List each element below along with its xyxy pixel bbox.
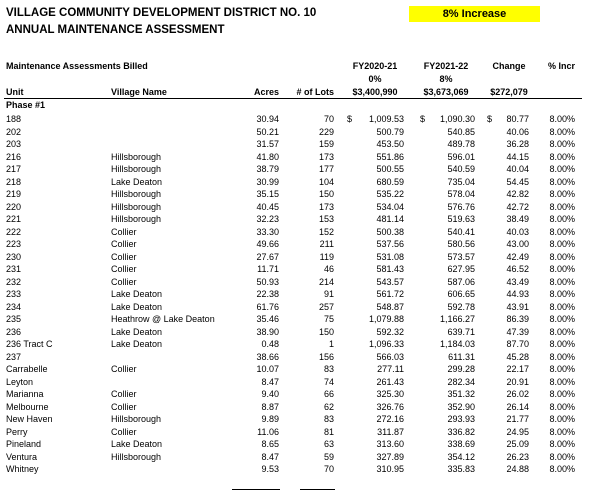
fy2020-cell: 500.55 — [376, 164, 404, 174]
lots-cell: 46 — [323, 264, 334, 274]
fy2020-cell: 313.60 — [376, 439, 404, 449]
fy2021-cell: 489.78 — [447, 139, 475, 149]
table-row — [0, 251, 612, 264]
table-row — [0, 238, 612, 251]
acres-cell: 35.15 — [256, 189, 279, 199]
table-row — [0, 451, 612, 464]
change-cell: 24.95 — [506, 426, 529, 437]
lots-cell: 63 — [323, 439, 334, 449]
fy2020-cell: 500.38 — [376, 226, 404, 237]
unit-cell: Pineland — [6, 439, 42, 449]
table-row — [0, 413, 612, 426]
pct-incr-cell: 8.00% — [549, 414, 575, 424]
pct-incr-cell: 8.00% — [549, 226, 575, 237]
fy2020-cell: 481.14 — [376, 214, 404, 224]
pct-incr-cell: 8.00% — [549, 364, 575, 374]
pct-incr-cell: 8.00% — [549, 201, 575, 212]
fy2020-pct: 0% — [368, 74, 382, 84]
lots-cell: 66 — [323, 389, 334, 399]
change-cell: 43.00 — [506, 239, 529, 249]
change-cell: 43.49 — [506, 276, 529, 287]
fy2021-cell: 335.83 — [447, 464, 475, 474]
pct-incr-cell: 8.00% — [549, 301, 575, 312]
fy2021-cell: 1,184.03 — [439, 339, 475, 349]
lots-cell: 83 — [323, 414, 334, 424]
fy2021-header: FY2021-22 — [423, 61, 469, 71]
change-cell: 20.91 — [506, 376, 529, 387]
document-subtitle: ANNUAL MAINTENANCE ASSESSMENT — [6, 24, 225, 36]
pct-incr-cell: 8.00% — [549, 139, 575, 149]
pct-incr-cell: 8.00% — [549, 126, 575, 137]
table-row — [0, 213, 612, 226]
pct-incr-cell: 8.00% — [549, 289, 575, 299]
pct-incr-cell: 8.00% — [549, 451, 575, 462]
phase-label: Phase #1 — [6, 100, 46, 110]
lots-cell: 62 — [323, 401, 334, 412]
change-cell: 45.28 — [506, 351, 529, 362]
fy2020-cell: 537.56 — [376, 239, 404, 249]
pct-incr-cell: 8.00% — [549, 251, 575, 262]
fy2020-cell: 500.79 — [376, 126, 404, 137]
fy2021-cell: 1,090.30 — [439, 114, 475, 124]
village-name-cell: Heathrow @ Lake Deaton — [111, 314, 215, 324]
fy2020-cell: 1,079.88 — [368, 314, 404, 324]
change-cell: 26.02 — [506, 389, 529, 399]
pct-incr-cell: 8.00% — [549, 114, 575, 124]
change-cell: 40.04 — [506, 164, 529, 174]
acres-header: Acres — [253, 87, 279, 97]
fy2021-cell: 578.04 — [447, 189, 475, 199]
village-name-cell: Collier — [111, 264, 137, 274]
unit-cell: 233 — [6, 289, 22, 299]
table-row — [0, 313, 612, 326]
fy2021-cell: 354.12 — [447, 451, 475, 462]
acres-cell: 40.45 — [256, 201, 279, 212]
unit-cell: 221 — [6, 214, 22, 224]
fy2020-cell: 534.04 — [376, 201, 404, 212]
acres-cell: 30.94 — [256, 114, 279, 124]
change-cell: 22.17 — [506, 364, 529, 374]
lots-cell: 159 — [318, 139, 334, 149]
increase-badge: 8% Increase — [409, 6, 540, 22]
lots-cell: 156 — [318, 351, 334, 362]
unit-cell: 219 — [6, 189, 22, 199]
change-cell: 42.72 — [506, 201, 529, 212]
fy2020-cell: 261.43 — [376, 376, 404, 387]
currency-symbol: $ — [487, 114, 493, 124]
unit-cell: Marianna — [6, 389, 44, 399]
change-cell: 47.39 — [506, 326, 529, 337]
lots-cell: 177 — [318, 164, 334, 174]
acres-total-rule — [232, 489, 280, 490]
acres-cell: 27.67 — [256, 251, 279, 262]
change-cell: 86.39 — [506, 314, 529, 324]
lots-total-rule — [300, 489, 335, 490]
unit-cell: Leyton — [6, 376, 34, 387]
fy2021-cell: 580.56 — [447, 239, 475, 249]
fy2020-cell: 1,096.33 — [368, 339, 404, 349]
pct-incr-cell: 8.00% — [549, 151, 575, 162]
fy2020-cell: 531.08 — [376, 251, 404, 262]
fy2021-cell: 627.95 — [447, 264, 475, 274]
fy2020-cell: 310.95 — [376, 464, 404, 474]
pct-incr-cell: 8.00% — [549, 439, 575, 449]
village-name-cell: Hillsborough — [111, 201, 162, 212]
fy2020-cell: 277.11 — [377, 364, 404, 374]
fy2020-cell: 1,009.53 — [368, 114, 404, 124]
unit-cell: 236 Tract C — [6, 339, 53, 349]
change-cell: 43.91 — [506, 301, 529, 312]
village-name-cell: Collier — [111, 364, 137, 374]
fy2021-total: $3,673,069 — [423, 87, 469, 97]
table-row — [0, 126, 612, 139]
acres-cell: 41.80 — [256, 151, 279, 162]
acres-cell: 31.57 — [256, 139, 279, 149]
unit-cell: 230 — [6, 251, 22, 262]
fy2020-cell: 326.76 — [376, 401, 404, 412]
lots-cell: 173 — [318, 151, 334, 162]
lots-cell: 211 — [319, 239, 334, 249]
acres-cell: 50.21 — [256, 126, 279, 137]
table-row — [0, 226, 612, 239]
acres-cell: 9.53 — [261, 464, 279, 474]
village-name-cell: Collier — [111, 276, 137, 287]
acres-cell: 11.06 — [257, 426, 279, 437]
table-row — [0, 201, 612, 214]
fy2021-cell: 282.34 — [447, 376, 475, 387]
lots-cell: 150 — [318, 189, 334, 199]
fy2021-cell: 338.69 — [447, 439, 475, 449]
table-row — [0, 351, 612, 364]
lots-cell: 257 — [318, 301, 334, 312]
change-cell: 26.23 — [506, 451, 529, 462]
fy2020-cell: 325.30 — [376, 389, 404, 399]
unit-cell: 231 — [6, 264, 22, 274]
lots-cell: 70 — [323, 114, 334, 124]
fy2021-cell: 336.82 — [447, 426, 475, 437]
unit-cell: 220 — [6, 201, 22, 212]
village-name-cell: Collier — [111, 226, 137, 237]
fy2021-cell: 639.71 — [447, 326, 475, 337]
village-name-cell: Lake Deaton — [111, 326, 163, 337]
unit-cell: 232 — [6, 276, 22, 287]
fy2021-cell: 299.28 — [447, 364, 475, 374]
acres-cell: 8.47 — [261, 376, 279, 387]
change-cell: 80.77 — [506, 114, 529, 124]
assessment-table — [0, 113, 612, 476]
document-title: VILLAGE COMMUNITY DEVELOPMENT DISTRICT NO. 10 — [6, 7, 317, 19]
lots-cell: 81 — [323, 426, 334, 437]
unit-cell: New Haven — [6, 414, 53, 424]
table-row — [0, 463, 612, 476]
village-name-cell: Hillsborough — [111, 214, 162, 224]
fy2021-cell: 587.06 — [447, 276, 475, 287]
unit-cell: 218 — [6, 176, 22, 187]
fy2020-cell: 272.16 — [376, 414, 404, 424]
change-cell: 46.52 — [506, 264, 529, 274]
fy2021-cell: 352.90 — [447, 401, 475, 412]
table-row — [0, 138, 612, 151]
acres-cell: 38.79 — [256, 164, 279, 174]
lots-cell: 1 — [328, 339, 334, 349]
village-name-cell: Hillsborough — [111, 189, 162, 199]
fy2020-cell: 453.50 — [376, 139, 404, 149]
lots-header: # of Lots — [296, 87, 334, 97]
acres-cell: 9.89 — [261, 414, 279, 424]
fy2021-cell: 596.01 — [447, 151, 475, 162]
fy2020-header: FY2020-21 — [352, 61, 398, 71]
village-name-cell: Hillsborough — [111, 151, 162, 162]
village-name-cell: Lake Deaton — [111, 439, 163, 449]
village-name-cell: Lake Deaton — [111, 301, 163, 312]
acres-cell: 30.99 — [256, 176, 279, 187]
change-cell: 40.06 — [506, 126, 529, 137]
change-cell: 54.45 — [506, 176, 529, 187]
lots-cell: 104 — [318, 176, 334, 187]
unit-cell: 202 — [6, 126, 22, 137]
lots-cell: 75 — [323, 314, 334, 324]
unit-cell: 222 — [6, 226, 22, 237]
fy2020-cell: 551.86 — [376, 151, 404, 162]
fy2020-cell: 581.43 — [376, 264, 404, 274]
lots-cell: 59 — [323, 451, 334, 462]
unit-cell: 236 — [6, 326, 22, 337]
acres-cell: 0.48 — [261, 339, 279, 349]
lots-cell: 83 — [323, 364, 334, 374]
fy2021-cell: 606.65 — [447, 289, 475, 299]
table-row — [0, 376, 612, 389]
table-row — [0, 438, 612, 451]
village-name-cell: Collier — [111, 389, 137, 399]
pct-incr-cell: 8.00% — [549, 401, 575, 412]
village-name-cell: Hillsborough — [111, 164, 162, 174]
fy2021-cell: 351.32 — [447, 389, 475, 399]
acres-cell: 35.46 — [256, 314, 279, 324]
fy2020-cell: 680.59 — [376, 176, 404, 187]
fy2020-cell: 535.22 — [376, 189, 404, 199]
pct-incr-cell: 8.00% — [549, 264, 575, 274]
fy2021-pct: 8% — [439, 74, 453, 84]
fy2021-cell: 540.85 — [447, 126, 475, 137]
fy2021-cell: 519.63 — [447, 214, 475, 224]
unit-cell: 216 — [6, 151, 22, 162]
fy2021-cell: 735.04 — [447, 176, 475, 187]
currency-symbol: $ — [420, 114, 426, 124]
change-cell: 26.14 — [506, 401, 529, 412]
village-name-cell: Collier — [111, 426, 137, 437]
change-cell: 25.09 — [506, 439, 529, 449]
village-name-cell: Hillsborough — [111, 451, 162, 462]
table-row — [0, 338, 612, 351]
fy2021-cell: 540.41 — [447, 226, 475, 237]
acres-cell: 22.38 — [256, 289, 279, 299]
pct-incr-cell: 8.00% — [549, 176, 575, 187]
acres-cell: 9.40 — [261, 389, 279, 399]
acres-cell: 61.76 — [256, 301, 279, 312]
change-cell: 38.49 — [506, 214, 529, 224]
acres-cell: 50.93 — [256, 276, 279, 287]
unit-cell: 235 — [6, 314, 22, 324]
lots-cell: 152 — [318, 226, 334, 237]
fy2020-total: $3,400,990 — [352, 87, 398, 97]
lots-cell: 173 — [318, 201, 334, 212]
fy2020-cell: 566.03 — [376, 351, 404, 362]
acres-cell: 38.66 — [256, 351, 279, 362]
table-row — [0, 176, 612, 189]
village-name-header: Village Name — [111, 87, 167, 97]
fy2021-cell: 592.78 — [447, 301, 475, 312]
table-row — [0, 401, 612, 414]
change-total: $272,079 — [490, 87, 528, 97]
pct-incr-cell: 8.00% — [549, 276, 575, 287]
village-name-cell: Hillsborough — [111, 414, 162, 424]
village-name-cell: Lake Deaton — [111, 339, 163, 349]
acres-cell: 10.07 — [256, 364, 279, 374]
table-row — [0, 388, 612, 401]
unit-cell: Melbourne — [6, 401, 49, 412]
change-cell: 42.49 — [506, 251, 529, 262]
table-row — [0, 301, 612, 314]
table-row — [0, 426, 612, 439]
pct-incr-header: % Incr — [547, 61, 575, 71]
lots-cell: 229 — [318, 126, 334, 137]
fy2020-cell: 327.89 — [376, 451, 404, 462]
change-cell: 44.15 — [506, 151, 529, 162]
fy2020-cell: 311.87 — [377, 426, 404, 437]
unit-cell: Ventura — [6, 451, 38, 462]
pct-incr-cell: 8.00% — [549, 326, 575, 337]
fy2021-cell: 293.93 — [447, 414, 475, 424]
unit-cell: Perry — [6, 426, 28, 437]
lots-cell: 70 — [323, 464, 334, 474]
lots-cell: 119 — [319, 251, 334, 262]
fy2020-cell: 548.87 — [376, 301, 404, 312]
acres-cell: 8.47 — [261, 451, 279, 462]
unit-cell: 223 — [6, 239, 22, 249]
village-name-cell: Collier — [111, 401, 137, 412]
lots-cell: 74 — [323, 376, 334, 387]
acres-cell: 33.30 — [256, 226, 279, 237]
pct-incr-cell: 8.00% — [549, 389, 575, 399]
change-cell: 24.88 — [506, 464, 529, 474]
change-cell: 36.28 — [506, 139, 529, 149]
fy2021-cell: 540.59 — [447, 164, 475, 174]
pct-incr-cell: 8.00% — [549, 376, 575, 387]
village-name-cell: Lake Deaton — [111, 289, 163, 299]
unit-cell: 217 — [6, 164, 22, 174]
pct-incr-cell: 8.00% — [549, 339, 575, 349]
acres-cell: 11.71 — [257, 264, 279, 274]
table-row — [0, 163, 612, 176]
pct-incr-cell: 8.00% — [549, 426, 575, 437]
village-name-cell: Lake Deaton — [111, 176, 163, 187]
acres-cell: 8.65 — [261, 439, 279, 449]
fy2021-cell: 611.31 — [448, 351, 475, 362]
village-name-cell: Collier — [111, 239, 137, 249]
unit-header: Unit — [6, 87, 24, 97]
village-name-cell: Collier — [111, 251, 137, 262]
pct-incr-cell: 8.00% — [549, 214, 575, 224]
acres-cell: 38.90 — [256, 326, 279, 337]
lots-cell: 150 — [318, 326, 334, 337]
pct-incr-cell: 8.00% — [549, 464, 575, 474]
lots-cell: 153 — [318, 214, 334, 224]
change-cell: 87.70 — [506, 339, 529, 349]
table-row — [0, 288, 612, 301]
table-row — [0, 263, 612, 276]
acres-cell: 8.87 — [261, 401, 279, 412]
unit-cell: 203 — [6, 139, 22, 149]
change-header: Change — [492, 61, 526, 71]
table-row — [0, 363, 612, 376]
unit-cell: 237 — [6, 351, 22, 362]
unit-cell: Whitney — [6, 464, 39, 474]
currency-symbol: $ — [347, 114, 353, 124]
pct-incr-cell: 8.00% — [549, 189, 575, 199]
lots-cell: 214 — [318, 276, 334, 287]
table-row — [0, 326, 612, 339]
fy2020-cell: 592.32 — [376, 326, 404, 337]
table-row — [0, 276, 612, 289]
fy2021-cell: 576.76 — [447, 201, 475, 212]
change-cell: 21.77 — [506, 414, 529, 424]
unit-cell: 234 — [6, 301, 22, 312]
change-cell: 42.82 — [506, 189, 529, 199]
unit-cell: Carrabelle — [6, 364, 48, 374]
fy2020-cell: 561.72 — [376, 289, 404, 299]
table-row — [0, 151, 612, 164]
header-rule — [4, 98, 582, 99]
fy2021-cell: 1,166.27 — [439, 314, 475, 324]
table-row — [0, 188, 612, 201]
pct-incr-cell: 8.00% — [549, 351, 575, 362]
change-cell: 44.93 — [506, 289, 529, 299]
lots-cell: 91 — [323, 289, 334, 299]
pct-incr-cell: 8.00% — [549, 239, 575, 249]
fy2021-cell: 573.57 — [447, 251, 475, 262]
acres-cell: 49.66 — [256, 239, 279, 249]
fy2020-cell: 543.57 — [376, 276, 404, 287]
change-cell: 40.03 — [506, 226, 529, 237]
unit-cell: 188 — [6, 114, 22, 124]
pct-incr-cell: 8.00% — [549, 314, 575, 324]
section-label: Maintenance Assessments Billed — [6, 61, 148, 71]
pct-incr-cell: 8.00% — [549, 164, 575, 174]
table-row — [0, 113, 612, 126]
acres-cell: 32.23 — [256, 214, 279, 224]
